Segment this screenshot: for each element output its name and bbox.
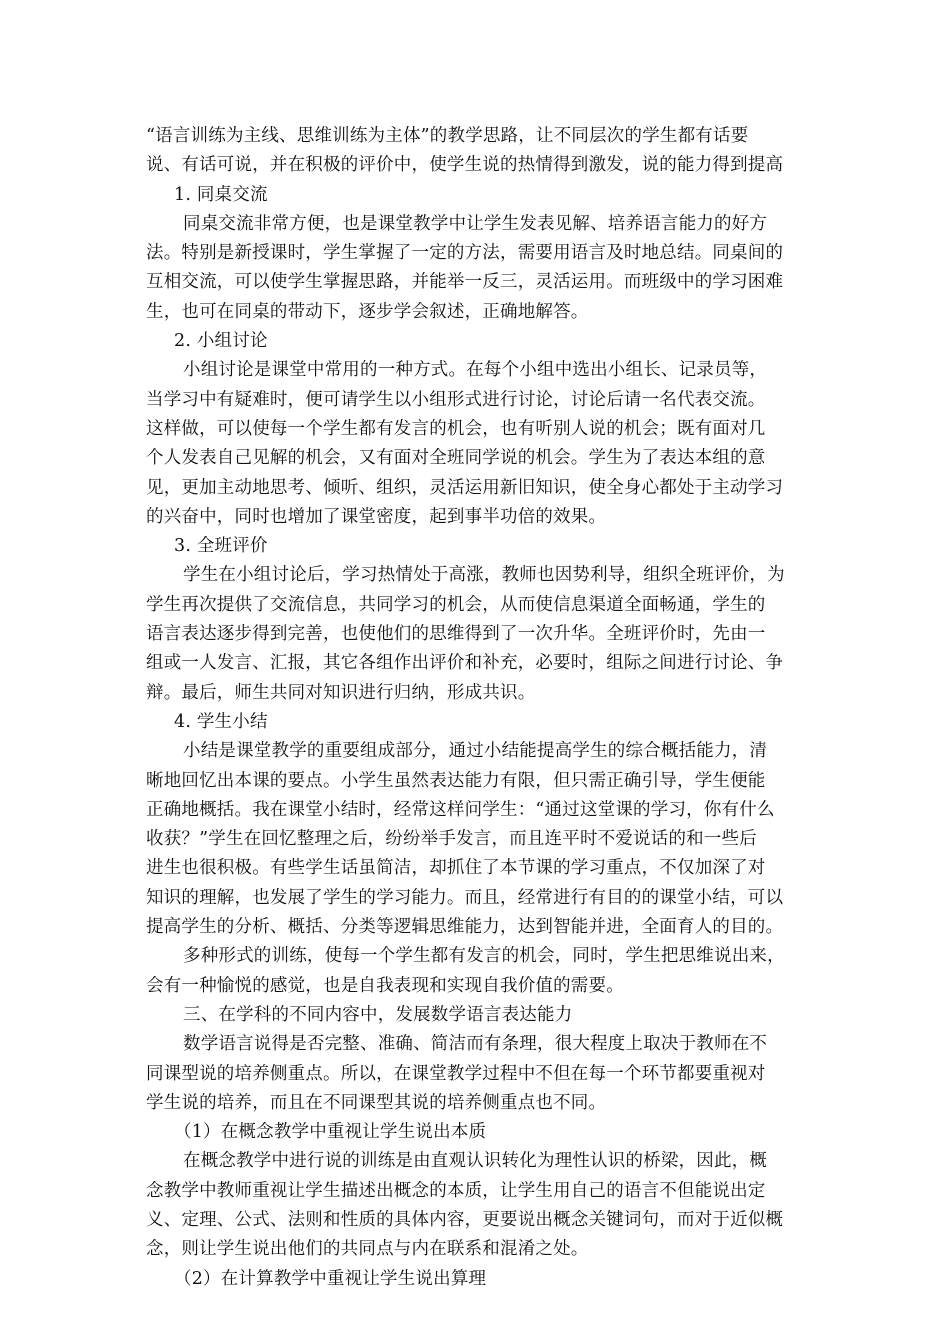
text-line: 念教学中教师重视让学生描述出概念的本质，让学生用自己的语言不但能说出定 bbox=[146, 1180, 766, 1201]
text-line: 念，则让学生说出他们的共同点与内在联系和混淆之处。 bbox=[146, 1239, 589, 1260]
text-line: 正确地概括。我在课堂小结时，经常这样问学生：“通过这堂课的学习，你有什么 bbox=[146, 799, 775, 820]
text-line: 个人发表自己见解的机会，又有面对全班同学说的机会。学生为了表达本组的意 bbox=[146, 448, 766, 469]
text-line: 同桌交流非常方便，也是课堂教学中让学生发表见解、培养语言能力的好方 bbox=[183, 213, 768, 234]
text-line: 数学语言说得是否完整、准确、简洁而有条理，很大程度上取决于教师在不 bbox=[183, 1034, 768, 1055]
section-heading: （1）在概念教学中重视让学生说出本质 bbox=[174, 1122, 487, 1143]
text-line: 小结是课堂教学的重要组成部分，通过小结能提高学生的综合概括能力，清 bbox=[183, 741, 768, 762]
document-page bbox=[146, 122, 810, 1294]
text-line: 会有一种愉悦的感觉，也是自我表现和实现自我价值的需要。 bbox=[146, 975, 624, 996]
text-line: 提高学生的分析、概括、分类等逻辑思维能力，达到智能并进，全面育人的目的。 bbox=[146, 917, 784, 938]
text-line: 知识的理解，也发展了学生的学习能力。而且，经常进行有目的的课堂小结，可以 bbox=[146, 887, 784, 908]
text-line: 当学习中有疑难时，便可请学生以小组形式进行讨论，讨论后请一名代表交流。 bbox=[146, 389, 766, 410]
text-line: 辩。最后，师生共同对知识进行归纳，形成共识。 bbox=[146, 682, 536, 703]
text-line: 生，也可在同桌的带动下，逐步学会叙述，正确地解答。 bbox=[146, 301, 589, 322]
section-heading: （2）在计算教学中重视让学生说出算理 bbox=[174, 1268, 487, 1289]
text-line: 语言表达逐步得到完善，也使他们的思维得到了一次升华。全班评价时，先由一 bbox=[146, 624, 766, 645]
text-line: 组或一人发言、汇报，其它各组作出评价和补充，必要时，组际之间进行讨论、争 bbox=[146, 653, 784, 674]
text-line: 进生也很积极。有些学生话虽简洁，却抓住了本节课的学习重点，不仅加深了对 bbox=[146, 858, 766, 879]
text-line: 在概念教学中进行说的训练是由直观认识转化为理性认识的桥梁，因此，概 bbox=[183, 1151, 768, 1172]
text-line: 三、在学科的不同内容中，发展数学语言表达能力 bbox=[183, 1004, 573, 1025]
section-heading: 4. 学生小结 bbox=[174, 711, 268, 732]
text-line: 义、定理、公式、法则和性质的具体内容，更要说出概念关键词句，而对于近似概 bbox=[146, 1209, 784, 1230]
text-line: 学生说的培养，而且在不同课型其说的培养侧重点也不同。 bbox=[146, 1092, 607, 1113]
section-heading: 2. 小组讨论 bbox=[174, 331, 268, 352]
text-line: “语言训练为主线、思维训练为主体”的教学思路，让不同层次的学生都有话要 bbox=[146, 126, 749, 146]
text-line: 互相交流，可以使学生掌握思路，并能举一反三，灵活运用。而班级中的学习困难 bbox=[146, 272, 784, 293]
text-line: 见，更加主动地思考、倾听、组织，灵活运用新旧知识，使全身心都处于主动学习 bbox=[146, 477, 784, 498]
text-line: 同课型说的培养侧重点。所以，在课堂教学过程中不但在每一个环节都要重视对 bbox=[146, 1063, 766, 1084]
text-line: 说、有话可说，并在积极的评价中，使学生说的热情得到激发，说的能力得到提高 bbox=[146, 155, 784, 176]
text-line: 的兴奋中，同时也增加了课堂密度，起到事半功倍的效果。 bbox=[146, 506, 607, 527]
section-heading: 1. 同桌交流 bbox=[174, 184, 268, 205]
text-line: 多种形式的训练，使每一个学生都有发言的机会，同时，学生把思维说出来， bbox=[183, 946, 785, 967]
text-line: 法。特别是新授课时，学生掌握了一定的方法，需要用语言及时地总结。同桌间的 bbox=[146, 243, 784, 264]
text-line: 学生在小组讨论后，学习热情处于高涨，教师也因势利导，组织全班评价，为 bbox=[183, 565, 785, 586]
section-heading: 3. 全班评价 bbox=[174, 536, 268, 557]
text-line: 收获？”学生在回忆整理之后，纷纷举手发言，而且连平时不爱说话的和一些后 bbox=[146, 829, 757, 850]
text-line: 小组讨论是课堂中常用的一种方式。在每个小组中选出小组长、记录员等， bbox=[183, 360, 768, 381]
text-line: 学生再次提供了交流信息，共同学习的机会，从而使信息渠道全面畅通，学生的 bbox=[146, 594, 766, 615]
text-line: 晰地回忆出本课的要点。小学生虽然表达能力有限，但只需正确引导，学生便能 bbox=[146, 770, 766, 791]
text-line: 这样做，可以使每一个学生都有发言的机会，也有听别人说的机会；既有面对几 bbox=[146, 418, 766, 439]
